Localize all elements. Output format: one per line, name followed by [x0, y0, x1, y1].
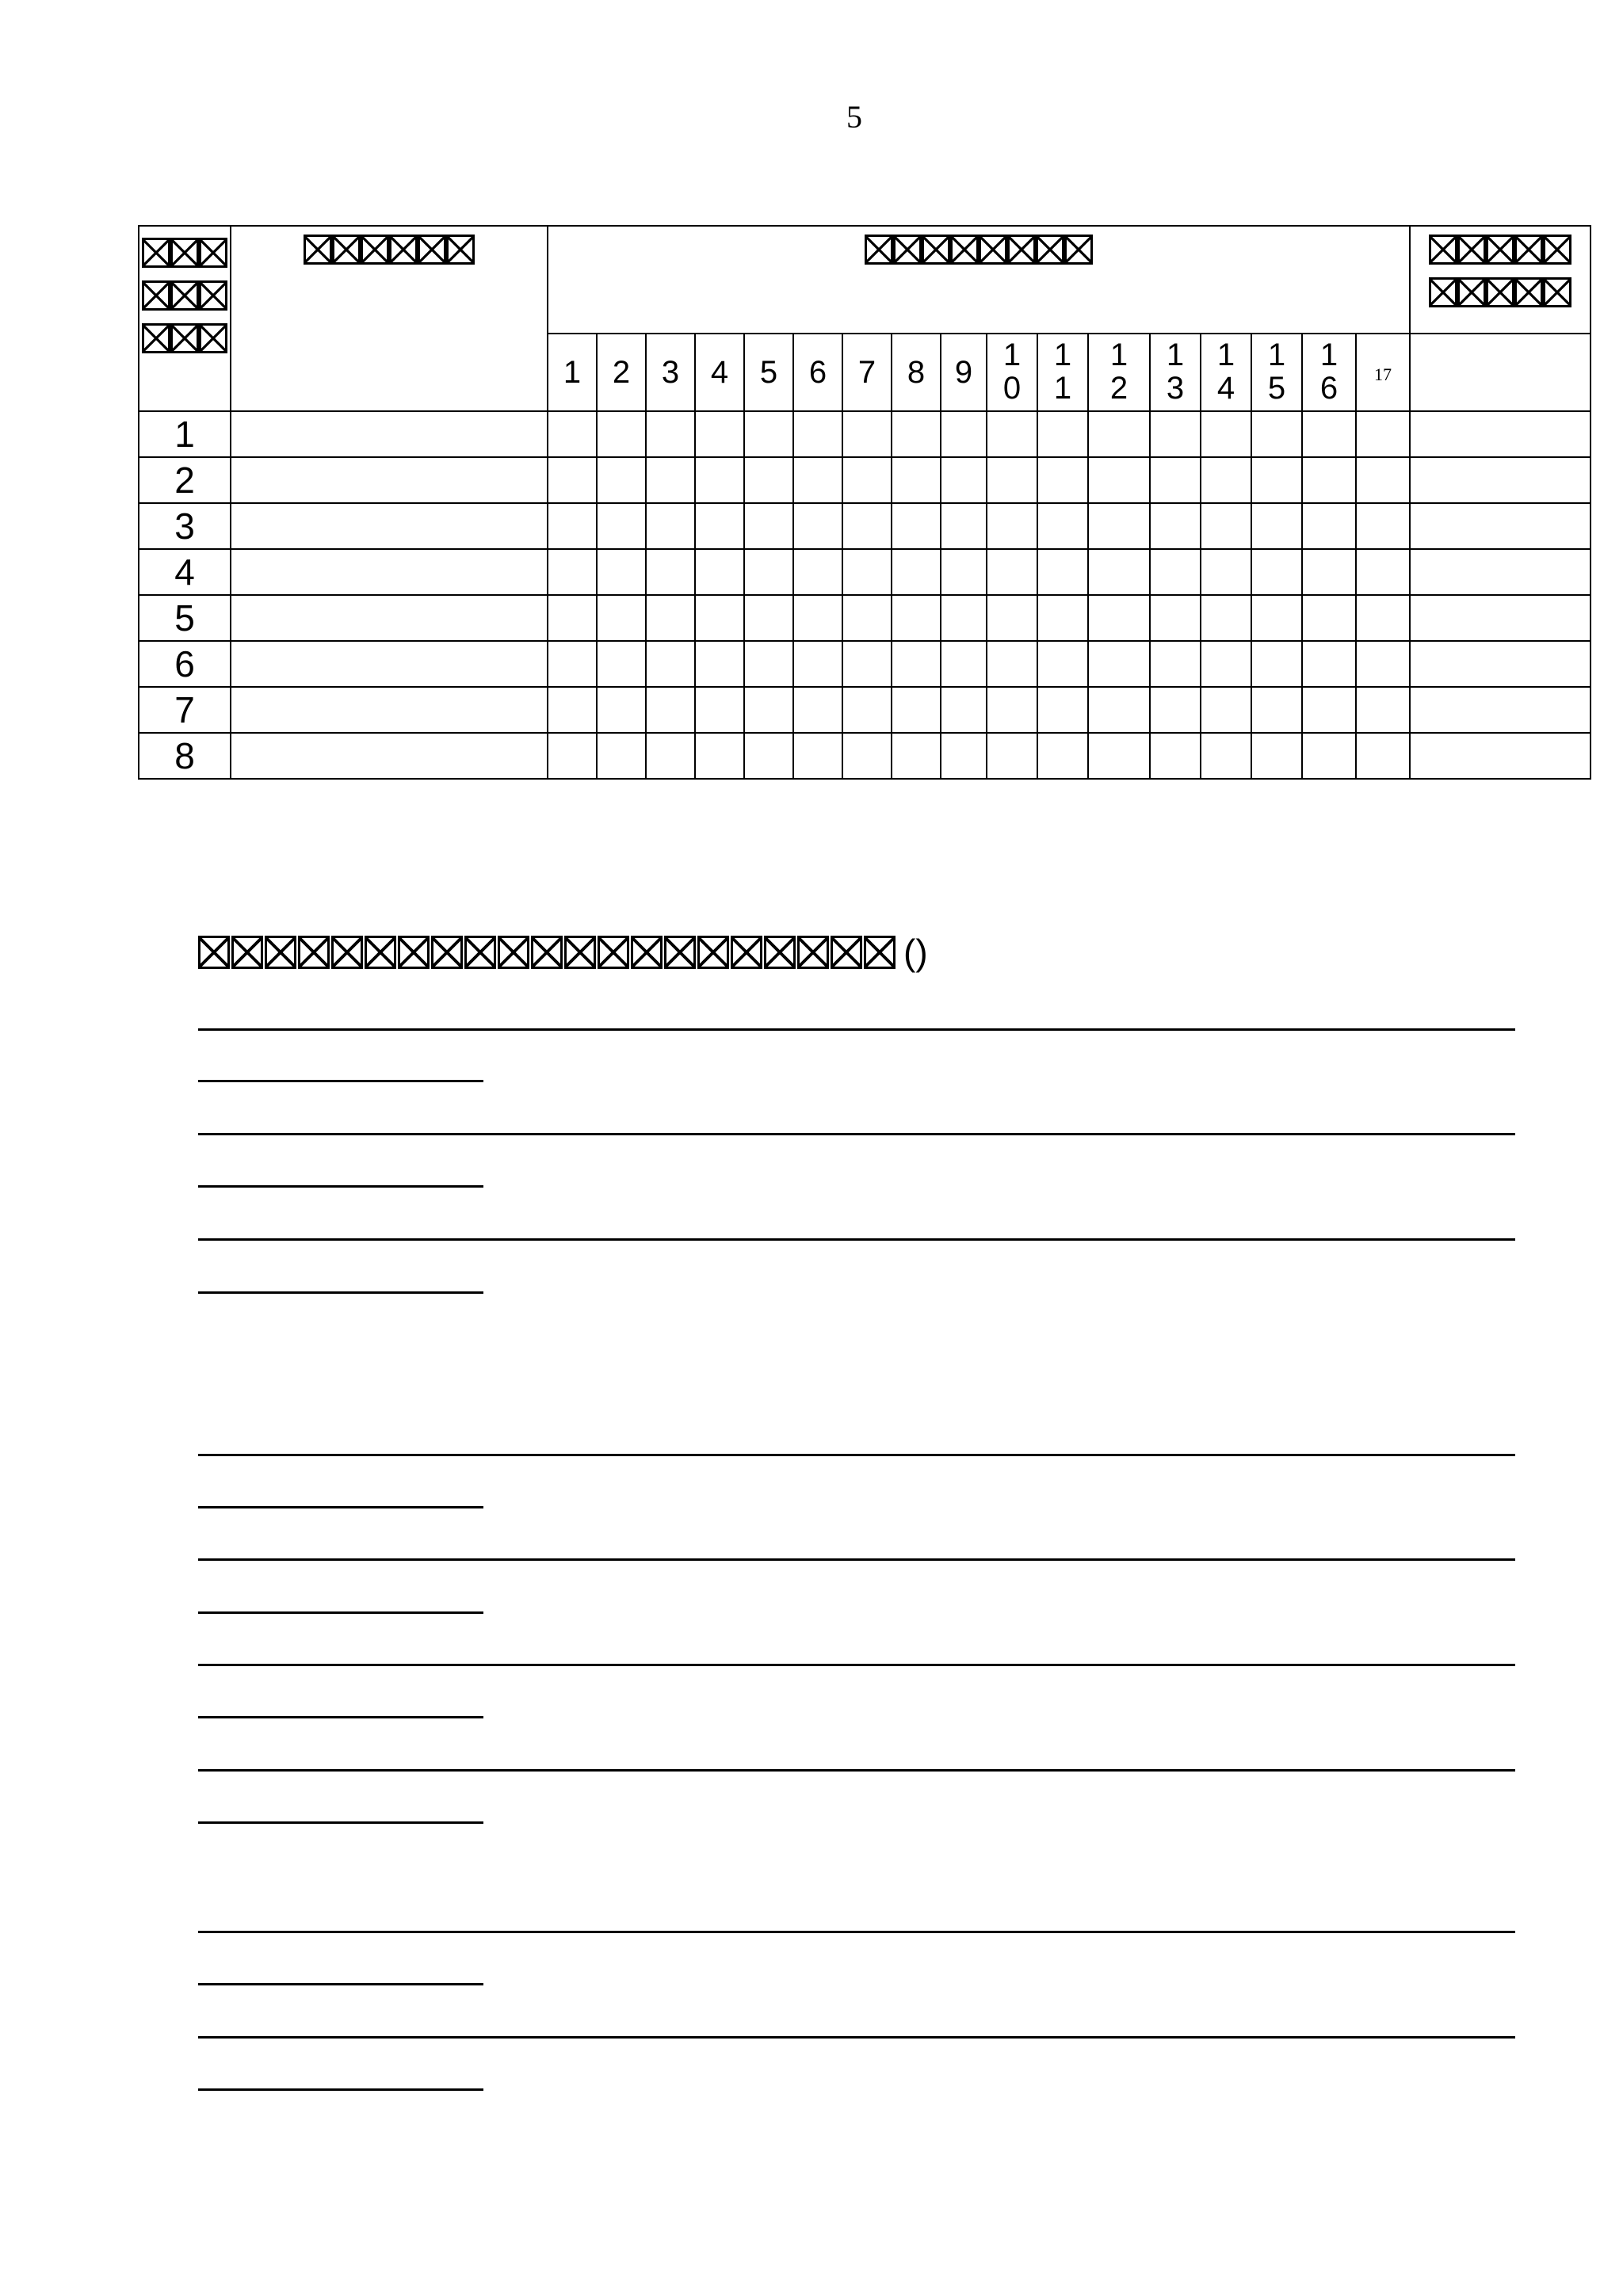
score-cell[interactable] [1201, 733, 1251, 779]
row-number: 4 [139, 549, 231, 595]
answer-line-short [198, 2088, 483, 2091]
header-number-column [139, 226, 231, 411]
score-cell[interactable] [1201, 503, 1251, 549]
score-cell[interactable] [744, 641, 793, 687]
answer-line-short [198, 1185, 483, 1188]
score-cell[interactable] [1088, 595, 1150, 641]
score-cell[interactable] [695, 641, 744, 687]
score-cell[interactable] [744, 595, 793, 641]
answer-line [198, 1238, 1515, 1241]
score-cell[interactable] [1037, 503, 1088, 549]
score-cell[interactable] [793, 549, 842, 595]
score-cell[interactable] [842, 595, 892, 641]
question-number: 12 [1088, 334, 1150, 411]
score-cell[interactable] [1037, 457, 1088, 503]
score-cell[interactable] [892, 733, 941, 779]
score-cell[interactable] [892, 595, 941, 641]
score-cell[interactable] [941, 503, 987, 549]
score-table [138, 225, 1591, 780]
answer-line [198, 1664, 1515, 1666]
table-row [139, 503, 1591, 549]
score-cell[interactable] [548, 549, 597, 595]
score-cell[interactable] [1037, 549, 1088, 595]
score-cell[interactable] [1251, 411, 1302, 457]
score-cell[interactable] [842, 641, 892, 687]
score-cell[interactable] [1037, 687, 1088, 733]
question-number: 1 [548, 334, 597, 411]
score-cell[interactable] [1356, 457, 1410, 503]
table-row [139, 549, 1591, 595]
question-number: 6 [793, 334, 842, 411]
answer-line-short [198, 1611, 483, 1614]
score-cell[interactable] [1201, 411, 1251, 457]
name-cell[interactable] [231, 411, 548, 457]
answer-line-short [198, 1983, 483, 1985]
score-cell[interactable] [1302, 595, 1356, 641]
score-cell[interactable] [941, 687, 987, 733]
name-cell[interactable] [231, 687, 548, 733]
score-cell[interactable] [1302, 641, 1356, 687]
question-number: 2 [597, 334, 646, 411]
score-cell[interactable] [1356, 595, 1410, 641]
score-cell[interactable] [987, 641, 1037, 687]
score-cell[interactable] [695, 549, 744, 595]
row-number: 6 [139, 641, 231, 687]
question-number: 16 [1302, 334, 1356, 411]
row-number: 5 [139, 595, 231, 641]
table-row [139, 411, 1591, 457]
question-number: 8 [892, 334, 941, 411]
score-cell[interactable] [695, 503, 744, 549]
score-cell[interactable] [793, 687, 842, 733]
answer-line [198, 1769, 1515, 1772]
total-cell[interactable] [1410, 503, 1591, 549]
score-cell[interactable] [793, 503, 842, 549]
score-cell[interactable] [1251, 733, 1302, 779]
score-cell[interactable] [695, 687, 744, 733]
score-cell[interactable] [941, 595, 987, 641]
score-cell[interactable] [1150, 503, 1201, 549]
score-cell[interactable] [597, 641, 646, 687]
score-cell[interactable] [744, 687, 793, 733]
score-cell[interactable] [1251, 503, 1302, 549]
score-cell[interactable] [793, 411, 842, 457]
score-cell[interactable] [1037, 733, 1088, 779]
row-number: 8 [139, 733, 231, 779]
row-number: 7 [139, 687, 231, 733]
score-cell[interactable] [744, 733, 793, 779]
score-cell[interactable] [1356, 641, 1410, 687]
score-cell[interactable] [597, 595, 646, 641]
score-cell[interactable] [1356, 549, 1410, 595]
total-cell[interactable] [1410, 733, 1591, 779]
score-cell[interactable] [1150, 549, 1201, 595]
score-cell[interactable] [1302, 687, 1356, 733]
score-cell[interactable] [892, 503, 941, 549]
score-cell[interactable] [892, 641, 941, 687]
header-total-column [1410, 226, 1591, 334]
score-cell[interactable] [646, 549, 695, 595]
score-cell[interactable] [987, 595, 1037, 641]
answer-line [198, 2036, 1515, 2039]
score-cell[interactable] [548, 503, 597, 549]
score-cell[interactable] [1088, 503, 1150, 549]
score-cell[interactable] [597, 411, 646, 457]
question-number: 9 [941, 334, 987, 411]
table-row [139, 457, 1591, 503]
row-number: 2 [139, 457, 231, 503]
score-cell[interactable] [744, 549, 793, 595]
score-cell[interactable] [1088, 457, 1150, 503]
score-cell[interactable] [597, 733, 646, 779]
score-cell[interactable] [1251, 457, 1302, 503]
answer-line [198, 1558, 1515, 1561]
answer-line-short [198, 1506, 483, 1508]
answer-line-short [198, 1291, 483, 1294]
score-cell[interactable] [1302, 503, 1356, 549]
score-cell[interactable] [941, 411, 987, 457]
score-cell[interactable] [987, 503, 1037, 549]
score-cell[interactable] [1356, 733, 1410, 779]
question-number: 4 [695, 334, 744, 411]
score-cell[interactable] [597, 549, 646, 595]
name-cell[interactable] [231, 549, 548, 595]
answer-line [198, 1028, 1515, 1031]
section-title-suffix: () [903, 932, 928, 973]
question-number: 14 [1201, 334, 1251, 411]
header-questions-group [548, 226, 1410, 334]
score-cell[interactable] [548, 411, 597, 457]
score-cell[interactable] [793, 457, 842, 503]
score-cell[interactable] [1201, 595, 1251, 641]
score-cell[interactable] [842, 503, 892, 549]
score-cell[interactable] [793, 595, 842, 641]
row-number: 1 [139, 411, 231, 457]
row-number: 3 [139, 503, 231, 549]
score-cell[interactable] [892, 411, 941, 457]
score-cell[interactable] [597, 457, 646, 503]
score-cell[interactable] [1150, 595, 1201, 641]
name-cell[interactable] [231, 503, 548, 549]
score-cell[interactable] [1088, 549, 1150, 595]
score-cell[interactable] [1088, 687, 1150, 733]
score-cell[interactable] [941, 549, 987, 595]
score-cell[interactable] [941, 457, 987, 503]
score-cell[interactable] [1356, 503, 1410, 549]
question-number: 10 [987, 334, 1037, 411]
score-cell[interactable] [646, 457, 695, 503]
table-row [139, 641, 1591, 687]
score-cell[interactable] [548, 595, 597, 641]
score-cell[interactable] [646, 733, 695, 779]
score-cell[interactable] [892, 457, 941, 503]
score-cell[interactable] [1356, 687, 1410, 733]
score-cell[interactable] [793, 641, 842, 687]
total-cell[interactable] [1410, 595, 1591, 641]
score-cell[interactable] [842, 411, 892, 457]
score-cell[interactable] [646, 503, 695, 549]
score-cell[interactable] [1150, 733, 1201, 779]
score-cell[interactable] [548, 733, 597, 779]
score-cell[interactable] [695, 411, 744, 457]
score-cell[interactable] [597, 503, 646, 549]
score-cell[interactable] [744, 503, 793, 549]
score-cell[interactable] [941, 733, 987, 779]
score-cell[interactable] [1302, 411, 1356, 457]
score-cell[interactable] [646, 687, 695, 733]
score-cell[interactable] [1201, 641, 1251, 687]
answer-line-short [198, 1821, 483, 1824]
name-cell[interactable] [231, 733, 548, 779]
header-name-column [231, 226, 548, 411]
section-title-glyphs [198, 936, 896, 969]
score-cell[interactable] [1302, 733, 1356, 779]
score-cell[interactable] [1302, 457, 1356, 503]
total-cell[interactable] [1410, 687, 1591, 733]
score-cell[interactable] [987, 687, 1037, 733]
score-cell[interactable] [695, 595, 744, 641]
score-cell[interactable] [1201, 549, 1251, 595]
total-cell-header [1410, 334, 1591, 411]
score-cell[interactable] [987, 457, 1037, 503]
section-title [198, 930, 928, 974]
score-cell[interactable] [892, 687, 941, 733]
score-cell[interactable] [987, 733, 1037, 779]
page-number: 5 [846, 99, 862, 135]
total-cell[interactable] [1410, 641, 1591, 687]
score-cell[interactable] [1251, 549, 1302, 595]
answer-line [198, 1931, 1515, 1933]
score-cell[interactable] [941, 641, 987, 687]
question-number: 13 [1150, 334, 1201, 411]
score-cell[interactable] [1150, 641, 1201, 687]
question-number: 5 [744, 334, 793, 411]
total-cell[interactable] [1410, 457, 1591, 503]
score-cell[interactable] [744, 411, 793, 457]
score-cell[interactable] [842, 549, 892, 595]
score-cell[interactable] [1302, 549, 1356, 595]
score-cell[interactable] [1088, 733, 1150, 779]
score-cell[interactable] [646, 411, 695, 457]
score-cell[interactable] [548, 457, 597, 503]
score-cell[interactable] [695, 733, 744, 779]
score-cell[interactable] [987, 549, 1037, 595]
total-cell[interactable] [1410, 411, 1591, 457]
question-number: 17 [1356, 334, 1410, 411]
score-cell[interactable] [646, 595, 695, 641]
score-cell[interactable] [842, 687, 892, 733]
score-cell[interactable] [1251, 687, 1302, 733]
score-cell[interactable] [646, 641, 695, 687]
table-row [139, 595, 1591, 641]
name-cell[interactable] [231, 595, 548, 641]
score-cell[interactable] [1150, 457, 1201, 503]
name-cell[interactable] [231, 457, 548, 503]
score-cell[interactable] [892, 549, 941, 595]
answer-line [198, 1454, 1515, 1456]
answer-line [198, 1133, 1515, 1135]
name-cell[interactable] [231, 641, 548, 687]
score-cell[interactable] [597, 687, 646, 733]
score-cell[interactable] [1037, 641, 1088, 687]
score-cell[interactable] [987, 411, 1037, 457]
score-cell[interactable] [1251, 641, 1302, 687]
table-row [139, 733, 1591, 779]
question-number: 3 [646, 334, 695, 411]
score-cell[interactable] [1088, 411, 1150, 457]
score-cell[interactable] [695, 457, 744, 503]
answer-line-short [198, 1080, 483, 1082]
score-cell[interactable] [1201, 687, 1251, 733]
table-row [139, 687, 1591, 733]
score-cell[interactable] [548, 687, 597, 733]
score-cell[interactable] [1088, 641, 1150, 687]
score-cell[interactable] [793, 733, 842, 779]
score-cell[interactable] [1037, 411, 1088, 457]
score-cell[interactable] [842, 733, 892, 779]
total-cell[interactable] [1410, 549, 1591, 595]
score-cell[interactable] [842, 457, 892, 503]
question-number: 11 [1037, 334, 1088, 411]
score-cell[interactable] [1356, 411, 1410, 457]
question-number: 15 [1251, 334, 1302, 411]
score-cell[interactable] [1201, 457, 1251, 503]
score-cell[interactable] [1251, 595, 1302, 641]
score-cell[interactable] [1150, 411, 1201, 457]
score-cell[interactable] [744, 457, 793, 503]
score-cell[interactable] [1150, 687, 1201, 733]
answer-line-short [198, 1716, 483, 1718]
question-number: 7 [842, 334, 892, 411]
score-cell[interactable] [1037, 595, 1088, 641]
score-cell[interactable] [548, 641, 597, 687]
